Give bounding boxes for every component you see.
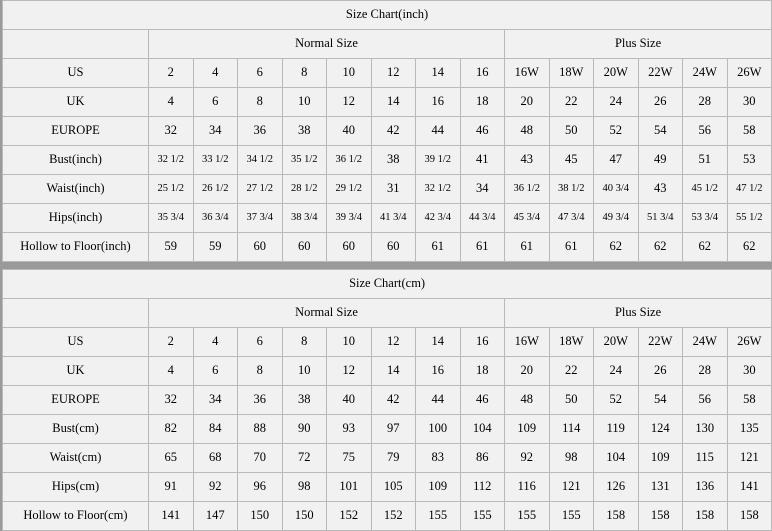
measurement-cell: 104 bbox=[460, 415, 505, 444]
row-header-label: Waist(cm) bbox=[3, 444, 149, 473]
measurement-cell: 47 1/2 bbox=[727, 175, 772, 204]
measurement-cell: 131 bbox=[638, 473, 683, 502]
table-row bbox=[3, 502, 772, 531]
chart-group-row bbox=[3, 299, 772, 328]
measurement-cell: 50 bbox=[549, 386, 594, 415]
measurement-cell: 136 bbox=[683, 473, 728, 502]
measurement-cell: 98 bbox=[282, 473, 327, 502]
measurement-cell: 14 bbox=[371, 357, 416, 386]
measurement-cell: 36 bbox=[238, 117, 283, 146]
measurement-cell: 20 bbox=[505, 357, 550, 386]
measurement-cell: 39 3/4 bbox=[327, 204, 372, 233]
table-row bbox=[3, 88, 772, 117]
row-header-label: Waist(inch) bbox=[3, 175, 149, 204]
measurement-cell: 26 1/2 bbox=[193, 175, 238, 204]
measurement-cell: 33 1/2 bbox=[193, 146, 238, 175]
measurement-cell: 53 bbox=[727, 146, 772, 175]
table-row bbox=[3, 146, 772, 175]
measurement-cell: 14 bbox=[371, 88, 416, 117]
measurement-cell: 43 bbox=[638, 175, 683, 204]
measurement-cell: 2 bbox=[149, 59, 194, 88]
table-row bbox=[3, 473, 772, 502]
measurement-cell: 72 bbox=[282, 444, 327, 473]
measurement-cell: 62 bbox=[638, 233, 683, 262]
measurement-cell: 51 3/4 bbox=[638, 204, 683, 233]
measurement-cell: 6 bbox=[238, 59, 283, 88]
measurement-cell: 65 bbox=[149, 444, 194, 473]
table-row bbox=[3, 357, 772, 386]
measurement-cell: 109 bbox=[505, 415, 550, 444]
measurement-cell: 41 bbox=[460, 146, 505, 175]
measurement-cell: 20W bbox=[594, 328, 639, 357]
table-row bbox=[3, 233, 772, 262]
row-header-label: UK bbox=[3, 357, 149, 386]
measurement-cell: 141 bbox=[727, 473, 772, 502]
measurement-cell: 86 bbox=[460, 444, 505, 473]
row-header-label: UK bbox=[3, 88, 149, 117]
measurement-cell: 38 bbox=[282, 117, 327, 146]
measurement-cell: 40 3/4 bbox=[594, 175, 639, 204]
measurement-cell: 34 bbox=[193, 117, 238, 146]
measurement-cell: 28 1/2 bbox=[282, 175, 327, 204]
measurement-cell: 38 bbox=[371, 146, 416, 175]
measurement-cell: 141 bbox=[149, 502, 194, 531]
measurement-cell: 36 1/2 bbox=[505, 175, 550, 204]
measurement-cell: 24 bbox=[594, 357, 639, 386]
measurement-cell: 31 bbox=[371, 175, 416, 204]
table-row bbox=[3, 386, 772, 415]
measurement-cell: 98 bbox=[549, 444, 594, 473]
measurement-cell: 50 bbox=[549, 117, 594, 146]
measurement-cell: 10 bbox=[282, 357, 327, 386]
measurement-cell: 44 3/4 bbox=[460, 204, 505, 233]
measurement-cell: 26 bbox=[638, 357, 683, 386]
measurement-cell: 8 bbox=[238, 357, 283, 386]
measurement-cell: 32 bbox=[149, 117, 194, 146]
size-group-header: Normal Size bbox=[149, 30, 505, 59]
table-row bbox=[3, 204, 772, 233]
measurement-cell: 135 bbox=[727, 415, 772, 444]
row-header-label: Hips(inch) bbox=[3, 204, 149, 233]
measurement-cell: 22W bbox=[638, 328, 683, 357]
chart-title: Size Chart(cm) bbox=[3, 270, 772, 299]
measurement-cell: 53 3/4 bbox=[683, 204, 728, 233]
measurement-cell: 38 bbox=[282, 386, 327, 415]
measurement-cell: 152 bbox=[327, 502, 372, 531]
measurement-cell: 109 bbox=[638, 444, 683, 473]
measurement-cell: 158 bbox=[727, 502, 772, 531]
measurement-cell: 158 bbox=[594, 502, 639, 531]
measurement-cell: 25 1/2 bbox=[149, 175, 194, 204]
size-chart-table bbox=[2, 269, 772, 531]
measurement-cell: 10 bbox=[327, 59, 372, 88]
size-chart-cm-chart bbox=[2, 269, 762, 531]
measurement-cell: 16 bbox=[416, 88, 461, 117]
measurement-cell: 92 bbox=[193, 473, 238, 502]
measurement-cell: 150 bbox=[238, 502, 283, 531]
table-row bbox=[3, 117, 772, 146]
measurement-cell: 114 bbox=[549, 415, 594, 444]
measurement-cell: 40 bbox=[327, 386, 372, 415]
measurement-cell: 18 bbox=[460, 88, 505, 117]
measurement-cell: 100 bbox=[416, 415, 461, 444]
measurement-cell: 61 bbox=[505, 233, 550, 262]
measurement-cell: 51 bbox=[683, 146, 728, 175]
measurement-cell: 36 3/4 bbox=[193, 204, 238, 233]
measurement-cell: 104 bbox=[594, 444, 639, 473]
measurement-cell: 42 bbox=[371, 386, 416, 415]
size-chart-table bbox=[2, 0, 772, 262]
measurement-cell: 68 bbox=[193, 444, 238, 473]
measurement-cell: 24W bbox=[683, 59, 728, 88]
measurement-cell: 12 bbox=[327, 357, 372, 386]
measurement-cell: 2 bbox=[149, 328, 194, 357]
measurement-cell: 4 bbox=[149, 88, 194, 117]
measurement-cell: 158 bbox=[638, 502, 683, 531]
measurement-cell: 147 bbox=[193, 502, 238, 531]
chart-group-row bbox=[3, 30, 772, 59]
measurement-cell: 22W bbox=[638, 59, 683, 88]
measurement-cell: 18 bbox=[460, 357, 505, 386]
measurement-cell: 43 bbox=[505, 146, 550, 175]
measurement-cell: 62 bbox=[594, 233, 639, 262]
size-group-header: Plus Size bbox=[505, 30, 772, 59]
table-row bbox=[3, 328, 772, 357]
measurement-cell: 158 bbox=[683, 502, 728, 531]
row-header-label: US bbox=[3, 328, 149, 357]
measurement-cell: 47 bbox=[594, 146, 639, 175]
measurement-cell: 119 bbox=[594, 415, 639, 444]
measurement-cell: 155 bbox=[505, 502, 550, 531]
measurement-cell: 8 bbox=[282, 59, 327, 88]
group-row-corner bbox=[3, 30, 149, 59]
measurement-cell: 28 bbox=[683, 88, 728, 117]
measurement-cell: 112 bbox=[460, 473, 505, 502]
measurement-cell: 16 bbox=[460, 59, 505, 88]
measurement-cell: 45 bbox=[549, 146, 594, 175]
measurement-cell: 47 3/4 bbox=[549, 204, 594, 233]
size-group-header: Plus Size bbox=[505, 299, 772, 328]
measurement-cell: 101 bbox=[327, 473, 372, 502]
measurement-cell: 121 bbox=[727, 444, 772, 473]
measurement-cell: 18W bbox=[549, 59, 594, 88]
measurement-cell: 121 bbox=[549, 473, 594, 502]
measurement-cell: 12 bbox=[371, 59, 416, 88]
measurement-cell: 34 bbox=[460, 175, 505, 204]
measurement-cell: 22 bbox=[549, 357, 594, 386]
measurement-cell: 20W bbox=[594, 59, 639, 88]
measurement-cell: 62 bbox=[683, 233, 728, 262]
chart-title: Size Chart(inch) bbox=[3, 1, 772, 30]
measurement-cell: 152 bbox=[371, 502, 416, 531]
measurement-cell: 32 1/2 bbox=[416, 175, 461, 204]
measurement-cell: 37 3/4 bbox=[238, 204, 283, 233]
measurement-cell: 30 bbox=[727, 88, 772, 117]
measurement-cell: 52 bbox=[594, 117, 639, 146]
row-header-label: Bust(cm) bbox=[3, 415, 149, 444]
measurement-cell: 6 bbox=[238, 328, 283, 357]
measurement-cell: 45 1/2 bbox=[683, 175, 728, 204]
measurement-cell: 18W bbox=[549, 328, 594, 357]
measurement-cell: 16W bbox=[505, 328, 550, 357]
measurement-cell: 91 bbox=[149, 473, 194, 502]
table-row bbox=[3, 59, 772, 88]
measurement-cell: 56 bbox=[683, 117, 728, 146]
measurement-cell: 61 bbox=[549, 233, 594, 262]
measurement-cell: 44 bbox=[416, 386, 461, 415]
measurement-cell: 26W bbox=[727, 328, 772, 357]
size-group-header: Normal Size bbox=[149, 299, 505, 328]
measurement-cell: 4 bbox=[193, 59, 238, 88]
measurement-cell: 88 bbox=[238, 415, 283, 444]
measurement-cell: 45 3/4 bbox=[505, 204, 550, 233]
measurement-cell: 56 bbox=[683, 386, 728, 415]
chart-title-row bbox=[3, 1, 772, 30]
measurement-cell: 26W bbox=[727, 59, 772, 88]
measurement-cell: 22 bbox=[549, 88, 594, 117]
measurement-cell: 70 bbox=[238, 444, 283, 473]
measurement-cell: 38 1/2 bbox=[549, 175, 594, 204]
measurement-cell: 60 bbox=[371, 233, 416, 262]
measurement-cell: 116 bbox=[505, 473, 550, 502]
measurement-cell: 4 bbox=[193, 328, 238, 357]
measurement-cell: 27 1/2 bbox=[238, 175, 283, 204]
measurement-cell: 24 bbox=[594, 88, 639, 117]
group-row-corner bbox=[3, 299, 149, 328]
measurement-cell: 40 bbox=[327, 117, 372, 146]
row-header-label: EUROPE bbox=[3, 117, 149, 146]
measurement-cell: 36 bbox=[238, 386, 283, 415]
measurement-cell: 105 bbox=[371, 473, 416, 502]
measurement-cell: 109 bbox=[416, 473, 461, 502]
measurement-cell: 29 1/2 bbox=[327, 175, 372, 204]
measurement-cell: 60 bbox=[238, 233, 283, 262]
measurement-cell: 35 1/2 bbox=[282, 146, 327, 175]
measurement-cell: 10 bbox=[327, 328, 372, 357]
measurement-cell: 42 bbox=[371, 117, 416, 146]
measurement-cell: 14 bbox=[416, 59, 461, 88]
measurement-cell: 46 bbox=[460, 386, 505, 415]
measurement-cell: 59 bbox=[149, 233, 194, 262]
measurement-cell: 93 bbox=[327, 415, 372, 444]
measurement-cell: 52 bbox=[594, 386, 639, 415]
measurement-cell: 6 bbox=[193, 357, 238, 386]
measurement-cell: 41 3/4 bbox=[371, 204, 416, 233]
table-row bbox=[3, 444, 772, 473]
measurement-cell: 32 bbox=[149, 386, 194, 415]
measurement-cell: 12 bbox=[327, 88, 372, 117]
measurement-cell: 54 bbox=[638, 386, 683, 415]
measurement-cell: 10 bbox=[282, 88, 327, 117]
measurement-cell: 58 bbox=[727, 386, 772, 415]
measurement-cell: 34 1/2 bbox=[238, 146, 283, 175]
measurement-cell: 38 3/4 bbox=[282, 204, 327, 233]
measurement-cell: 39 1/2 bbox=[416, 146, 461, 175]
measurement-cell: 55 1/2 bbox=[727, 204, 772, 233]
measurement-cell: 46 bbox=[460, 117, 505, 146]
measurement-cell: 16W bbox=[505, 59, 550, 88]
measurement-cell: 96 bbox=[238, 473, 283, 502]
measurement-cell: 155 bbox=[460, 502, 505, 531]
measurement-cell: 150 bbox=[282, 502, 327, 531]
measurement-cell: 61 bbox=[460, 233, 505, 262]
measurement-cell: 16 bbox=[460, 328, 505, 357]
measurement-cell: 34 bbox=[193, 386, 238, 415]
measurement-cell: 79 bbox=[371, 444, 416, 473]
measurement-cell: 82 bbox=[149, 415, 194, 444]
table-row bbox=[3, 415, 772, 444]
measurement-cell: 26 bbox=[638, 88, 683, 117]
row-header-label: EUROPE bbox=[3, 386, 149, 415]
measurement-cell: 83 bbox=[416, 444, 461, 473]
measurement-cell: 92 bbox=[505, 444, 550, 473]
table-row bbox=[3, 175, 772, 204]
size-chart-inch-chart bbox=[2, 0, 763, 262]
row-header-label: Hollow to Floor(cm) bbox=[3, 502, 149, 531]
measurement-cell: 24W bbox=[683, 328, 728, 357]
measurement-cell: 58 bbox=[727, 117, 772, 146]
measurement-cell: 49 3/4 bbox=[594, 204, 639, 233]
measurement-cell: 48 bbox=[505, 117, 550, 146]
measurement-cell: 59 bbox=[193, 233, 238, 262]
measurement-cell: 4 bbox=[149, 357, 194, 386]
measurement-cell: 130 bbox=[683, 415, 728, 444]
row-header-label: Bust(inch) bbox=[3, 146, 149, 175]
measurement-cell: 36 1/2 bbox=[327, 146, 372, 175]
measurement-cell: 62 bbox=[727, 233, 772, 262]
row-header-label: US bbox=[3, 59, 149, 88]
chart-title-row bbox=[3, 270, 772, 299]
measurement-cell: 14 bbox=[416, 328, 461, 357]
measurement-cell: 97 bbox=[371, 415, 416, 444]
measurement-cell: 75 bbox=[327, 444, 372, 473]
measurement-cell: 54 bbox=[638, 117, 683, 146]
measurement-cell: 126 bbox=[594, 473, 639, 502]
measurement-cell: 8 bbox=[238, 88, 283, 117]
measurement-cell: 32 1/2 bbox=[149, 146, 194, 175]
measurement-cell: 155 bbox=[416, 502, 461, 531]
row-header-label: Hollow to Floor(inch) bbox=[3, 233, 149, 262]
measurement-cell: 115 bbox=[683, 444, 728, 473]
measurement-cell: 155 bbox=[549, 502, 594, 531]
measurement-cell: 48 bbox=[505, 386, 550, 415]
measurement-cell: 12 bbox=[371, 328, 416, 357]
measurement-cell: 61 bbox=[416, 233, 461, 262]
measurement-cell: 124 bbox=[638, 415, 683, 444]
measurement-cell: 42 3/4 bbox=[416, 204, 461, 233]
measurement-cell: 44 bbox=[416, 117, 461, 146]
measurement-cell: 30 bbox=[727, 357, 772, 386]
measurement-cell: 90 bbox=[282, 415, 327, 444]
measurement-cell: 20 bbox=[505, 88, 550, 117]
measurement-cell: 49 bbox=[638, 146, 683, 175]
measurement-cell: 84 bbox=[193, 415, 238, 444]
measurement-cell: 35 3/4 bbox=[149, 204, 194, 233]
row-header-label: Hips(cm) bbox=[3, 473, 149, 502]
measurement-cell: 6 bbox=[193, 88, 238, 117]
measurement-cell: 28 bbox=[683, 357, 728, 386]
measurement-cell: 16 bbox=[416, 357, 461, 386]
measurement-cell: 60 bbox=[327, 233, 372, 262]
measurement-cell: 8 bbox=[282, 328, 327, 357]
measurement-cell: 60 bbox=[282, 233, 327, 262]
